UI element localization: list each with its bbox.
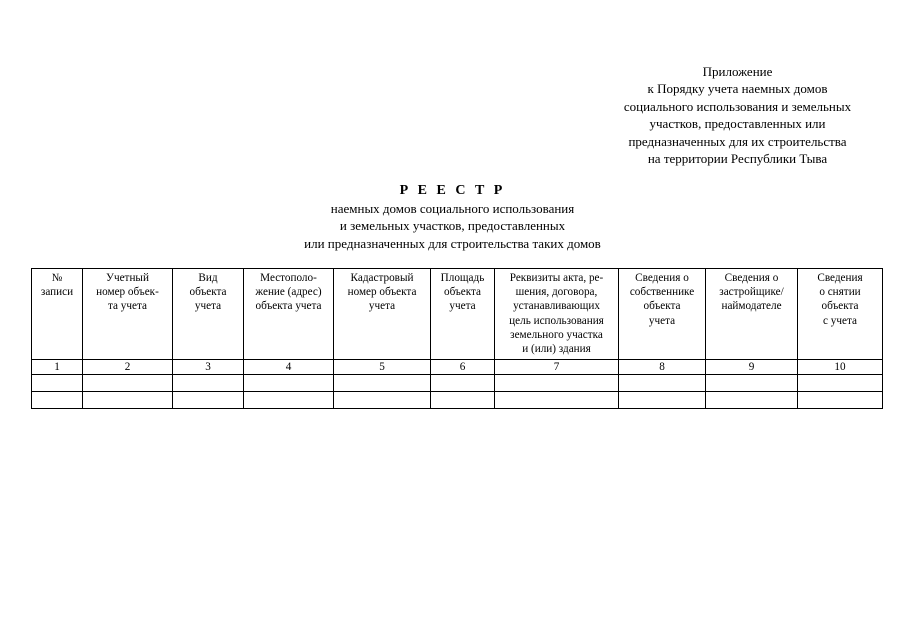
header-cell-owner-info: Сведения о собственнике объекта учета bbox=[619, 269, 706, 360]
header-cell-location: Местополо- жение (адрес) объекта учета bbox=[244, 269, 334, 360]
table-cell bbox=[173, 392, 244, 409]
table-cell bbox=[706, 375, 798, 392]
column-number-row bbox=[32, 360, 883, 375]
registry-heading: Р Е Е С Т Р bbox=[399, 183, 506, 198]
appendix-line-3: социального использования и земельных bbox=[623, 98, 852, 114]
column-number: 5 bbox=[334, 360, 431, 375]
header-cell-act-details: Реквизиты акта, ре- шения, договора, устанавливающих цель использования земельного участка и (или) здания bbox=[495, 269, 619, 360]
appendix-line-6: на территории Республики Тыва bbox=[647, 151, 828, 167]
appendix-line-1: Приложение bbox=[702, 64, 773, 79]
header-row bbox=[32, 269, 883, 360]
column-number: 2 bbox=[83, 360, 173, 375]
table-cell bbox=[83, 375, 173, 392]
table-cell bbox=[798, 392, 883, 409]
table-cell bbox=[431, 375, 495, 392]
title-line-2: и земельных участков, предоставленных bbox=[339, 218, 566, 234]
column-number: 9 bbox=[706, 360, 798, 375]
column-number: 1 bbox=[32, 360, 83, 375]
table-cell bbox=[32, 375, 83, 392]
appendix-line-4: участков, предоставленных или bbox=[649, 116, 826, 132]
column-number: 3 bbox=[173, 360, 244, 375]
table-cell bbox=[495, 375, 619, 392]
table-row bbox=[32, 392, 883, 409]
header-cell-object-type: Вид объекта учета bbox=[173, 269, 244, 360]
column-number: 4 bbox=[244, 360, 334, 375]
header-cell-area: Площадь объекта учета bbox=[431, 269, 495, 360]
header-cell-developer-info: Сведения о застройщике/ наймодателе bbox=[706, 269, 798, 360]
registry-table bbox=[31, 268, 883, 409]
header-cell-cadastral-number: Кадастровый номер объекта учета bbox=[334, 269, 431, 360]
table-row bbox=[32, 375, 883, 392]
table-cell bbox=[706, 392, 798, 409]
table-cell bbox=[244, 375, 334, 392]
document-title bbox=[200, 181, 705, 252]
column-number: 7 bbox=[495, 360, 619, 375]
table-cell bbox=[495, 392, 619, 409]
table-cell bbox=[619, 392, 706, 409]
column-number: 8 bbox=[619, 360, 706, 375]
table-cell bbox=[431, 392, 495, 409]
table-cell bbox=[244, 392, 334, 409]
table-cell bbox=[32, 392, 83, 409]
appendix-line-2: к Порядку учета наемных домов bbox=[647, 81, 828, 97]
table-cell bbox=[798, 375, 883, 392]
appendix-line-5: предназначенных для их строительства bbox=[628, 133, 847, 149]
table-cell bbox=[619, 375, 706, 392]
header-cell-account-number: Учетный номер объек- та учета bbox=[83, 269, 173, 360]
column-number: 10 bbox=[798, 360, 883, 375]
table-cell bbox=[334, 392, 431, 409]
column-number: 6 bbox=[431, 360, 495, 375]
title-line-1: наемных домов социального использования bbox=[330, 201, 575, 216]
title-line-3: или предназначенных для строительства таких домов bbox=[304, 235, 601, 251]
header-cell-deregistration-info: Сведения о снятии объекта с учета bbox=[798, 269, 883, 360]
header-cell-record-number: № записи bbox=[32, 269, 83, 360]
table-cell bbox=[83, 392, 173, 409]
table-cell bbox=[173, 375, 244, 392]
table-cell bbox=[334, 375, 431, 392]
appendix-block bbox=[590, 63, 885, 167]
